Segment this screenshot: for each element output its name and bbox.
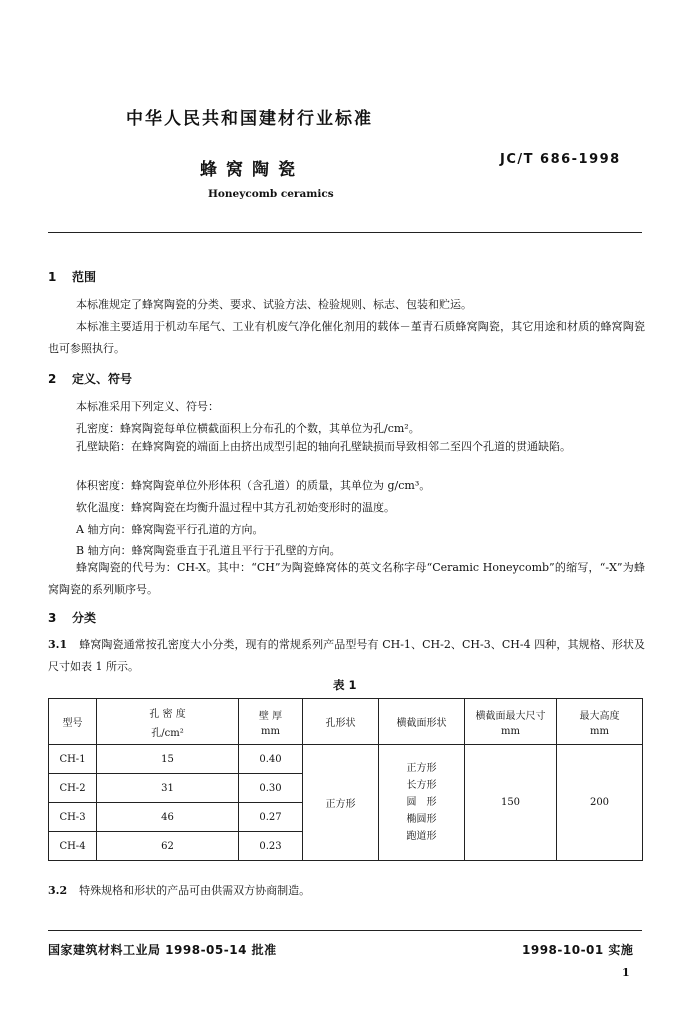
spec-table (48, 698, 643, 861)
implementation-date: 1998-10-01 实施 (522, 943, 634, 957)
header-density (97, 699, 239, 745)
section-shape-item: 圆 形 (406, 797, 437, 808)
cell-section-shapes (379, 745, 465, 861)
cell-max-height: 200 (557, 745, 643, 861)
definition-hole-density: 孔密度：蜂窝陶瓷每单位横截面积上分布孔的个数，其单位为孔/cm²。 (76, 422, 420, 435)
header-wall (239, 699, 303, 745)
clause-number: 3.2 (48, 884, 68, 897)
clause-3-1 (48, 634, 645, 678)
standard-body-heading: 中华人民共和国建材行业标准 (126, 109, 373, 129)
document-title-en: Honeycomb ceramics (208, 188, 334, 200)
cell-density: 46 (97, 803, 239, 832)
cell-model: CH-2 (49, 774, 97, 803)
header-hole-shape: 孔形状 (303, 699, 379, 745)
header-section-shape: 横截面形状 (379, 699, 465, 745)
section-2-heading (48, 370, 132, 387)
definition-softening-temp: 软化温度：蜂窝陶瓷在均衡升温过程中其方孔初始变形时的温度。 (76, 501, 395, 514)
section-title: 范围 (72, 270, 97, 284)
cell-density: 31 (97, 774, 239, 803)
header-density-unit: 孔/cm² (151, 727, 184, 739)
header-wall-label: 壁 厚 (258, 710, 283, 722)
definition-b-axis: B 轴方向：蜂窝陶瓷垂直于孔道且平行于孔壁的方向。 (76, 544, 341, 557)
cell-wall: 0.40 (239, 745, 303, 774)
table-row (49, 745, 643, 774)
clause-number: 3.1 (48, 638, 68, 651)
footer-divider (48, 930, 642, 931)
cell-model: CH-4 (49, 832, 97, 861)
section-2-intro: 本标准采用下列定义、符号： (76, 400, 219, 413)
approval-line: 国家建筑材料工业局 1998-05-14 批准 (48, 943, 277, 957)
cell-wall: 0.30 (239, 774, 303, 803)
section-shape-item: 长方形 (406, 780, 437, 791)
definition-a-axis: A 轴方向：蜂窝陶瓷平行孔道的方向。 (76, 523, 264, 536)
page-number: 1 (622, 966, 630, 979)
header-divider (48, 232, 642, 233)
cell-model: CH-1 (49, 745, 97, 774)
section-number: 1 (48, 270, 57, 284)
table-caption: 表 1 (333, 678, 357, 692)
section-title: 定义、符号 (72, 372, 133, 386)
cell-hole-shape: 正方形 (303, 745, 379, 861)
header-max-section-unit: mm (501, 725, 520, 737)
standard-number: JC/T 686-1998 (500, 152, 621, 167)
section-3-heading (48, 609, 96, 626)
section-shape-item: 椭圆形 (406, 814, 437, 825)
document-title-cn: 蜂窝陶瓷 (200, 160, 304, 180)
definition-bulk-density: 体积密度：蜂窝陶瓷单位外形体积（含孔道）的质量，其单位为 g/cm³。 (76, 479, 431, 492)
cell-model: CH-3 (49, 803, 97, 832)
header-max-height (557, 699, 643, 745)
header-max-height-label: 最大高度 (579, 710, 620, 722)
clause-text: 特殊规格和形状的产品可由供需双方协商制造。 (79, 884, 311, 897)
header-max-height-unit: mm (590, 725, 609, 737)
cell-max-section: 150 (465, 745, 557, 861)
cell-density: 62 (97, 832, 239, 861)
table-header-row (49, 699, 643, 745)
section-1-para-1: 本标准规定了蜂窝陶瓷的分类、要求、试验方法、检验规则、标志、包装和贮运。 (76, 298, 472, 311)
section-1-heading (48, 268, 96, 285)
cell-density: 15 (97, 745, 239, 774)
clause-3-2 (48, 880, 645, 902)
section-1-para-2: 本标准主要适用于机动车尾气、工业有机废气净化催化剂用的载体－堇青石质蜂窝陶瓷，其它用途和材质的蜂窝陶瓷也可参照执行。 (48, 320, 645, 355)
header-max-section (465, 699, 557, 745)
header-wall-unit: mm (261, 725, 280, 737)
section-title: 分类 (72, 611, 97, 625)
header-max-section-label: 横截面最大尺寸 (475, 710, 546, 722)
section-shape-item: 正方形 (406, 763, 437, 774)
section-shape-item: 跑道形 (406, 831, 437, 842)
cell-wall: 0.27 (239, 803, 303, 832)
section-number: 2 (48, 372, 57, 386)
cell-wall: 0.23 (239, 832, 303, 861)
header-density-label: 孔 密 度 (149, 708, 186, 720)
definition-code: 蜂窝陶瓷的代号为：CH-X。其中：“CH”为陶瓷蜂窝体的英文名称字母“Ceramic Honeycomb”的缩写，“-X”为蜂窝陶瓷的系列顺序号。 (48, 561, 645, 596)
definition-wall-defect: 孔壁缺陷：在蜂窝陶瓷的端面上由挤出成型引起的轴向孔壁缺损而导致相邻二至四个孔道的贯通缺陷。 (76, 440, 571, 453)
clause-text: 蜂窝陶瓷通常按孔密度大小分类，现有的常规系列产品型号有 CH-1、CH-2、CH-3、CH-4 四种，其规格、形状及尺寸如表 1 所示。 (48, 638, 645, 673)
section-number: 3 (48, 611, 57, 625)
header-model: 型号 (49, 699, 97, 745)
